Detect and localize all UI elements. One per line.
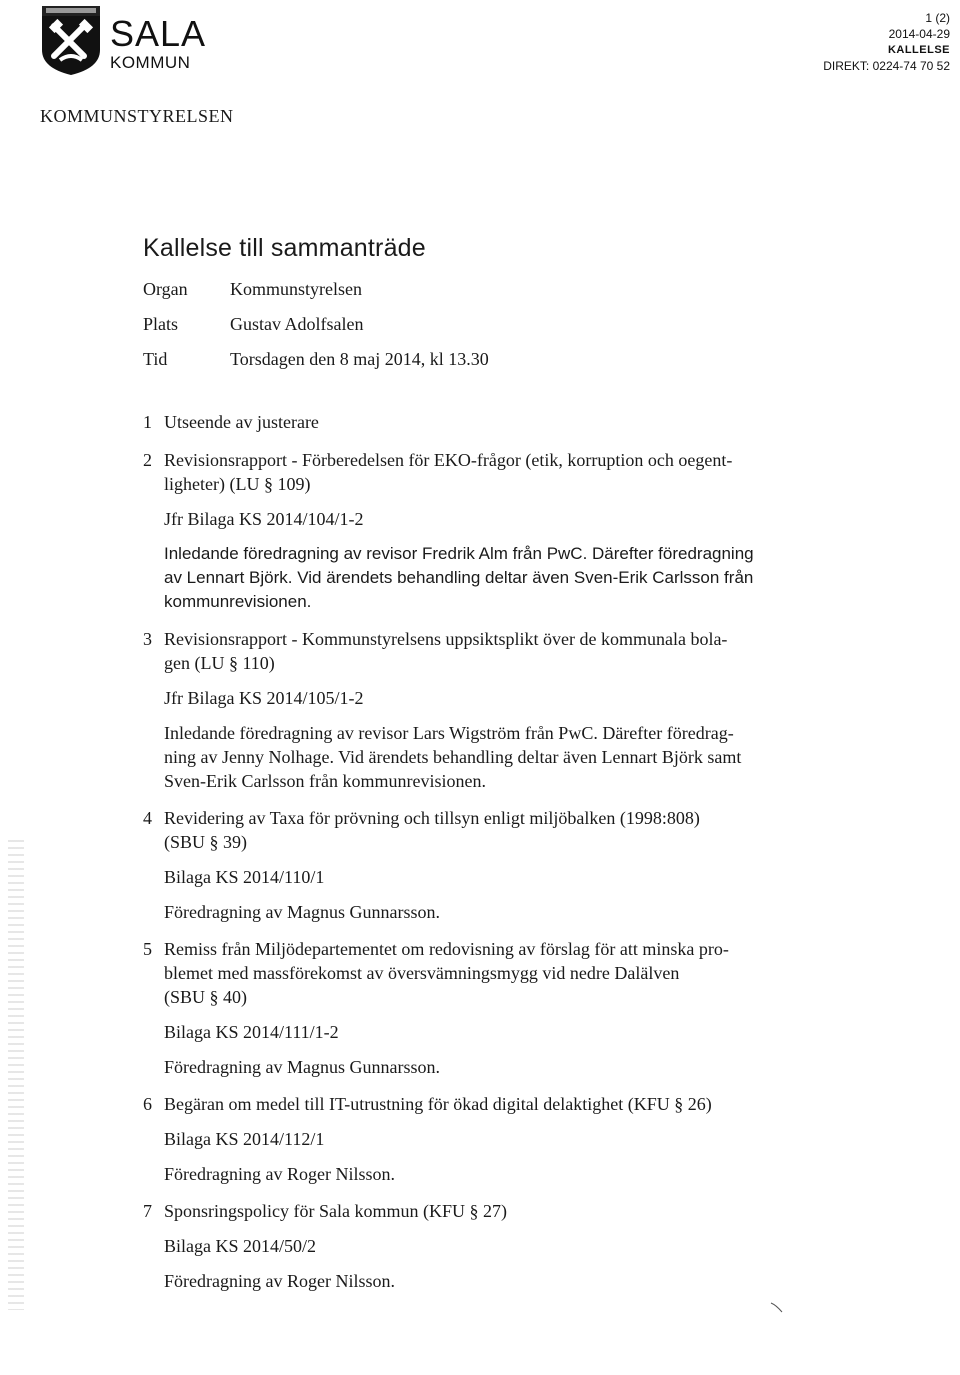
agenda-item-title	[164, 410, 843, 434]
agenda-item	[143, 806, 843, 924]
info-value: Kommunstyrelsen	[230, 279, 362, 299]
title-line: Revisionsrapport - Förberedelsen för EKO-frågor (etik, korruption och oegent-	[164, 450, 733, 470]
agenda-item-title	[164, 627, 843, 675]
attachment-ref: Jfr Bilaga KS 2014/105/1-2	[164, 688, 364, 708]
document-meta	[823, 10, 950, 74]
presentation-line: Inledande föredragning av revisor Fredrik Alm från PwC. Därefter föredragning	[164, 544, 754, 563]
presentation-line: ning av Jenny Nolhage. Vid ärendets behandling deltar även Lennart Björk samt	[164, 747, 742, 767]
page-title: Kallelse till sammanträde	[143, 234, 426, 262]
document-date: 2014-04-29	[888, 27, 950, 41]
presentation-line: Inledande föredragning av revisor Lars Wigström från PwC. Därefter föredrag-	[164, 723, 734, 743]
title-line: blemet med massförekomst av översvämningsmygg vid nedre Dalälven	[164, 963, 680, 983]
info-row-tid	[143, 342, 489, 377]
title-line: Utseende av justerare	[164, 412, 319, 432]
municipality-logo	[40, 6, 250, 78]
pen-mark-icon	[770, 1300, 784, 1314]
agenda-item-number: 3	[143, 629, 152, 649]
agenda-item	[143, 627, 843, 793]
logo-subtitle: KOMMUN	[110, 53, 191, 72]
agenda-item	[143, 410, 843, 434]
agenda-item-title	[164, 1199, 843, 1223]
info-value: Gustav Adolfsalen	[230, 314, 364, 334]
attachment-ref: Bilaga KS 2014/111/1-2	[164, 1022, 339, 1042]
agenda-item-title	[164, 937, 843, 1009]
agenda-item	[143, 448, 843, 614]
agenda-item-number: 2	[143, 450, 152, 470]
title-line: Revidering av Taxa för prövning och tillsyn enligt miljöbalken (1998:808)	[164, 808, 700, 828]
presentation-text: Föredragning av Roger Nilsson.	[164, 1164, 395, 1184]
agenda-item-number: 1	[143, 412, 152, 432]
scan-artifact	[8, 840, 24, 1310]
presentation-line: kommunrevisionen.	[164, 592, 312, 611]
presentation-text: Föredragning av Roger Nilsson.	[164, 1271, 395, 1291]
presentation-text	[164, 542, 843, 614]
info-label: Organ	[143, 279, 188, 299]
attachment-ref: Jfr Bilaga KS 2014/104/1-2	[164, 509, 364, 529]
logo-name: SALA	[110, 13, 207, 54]
agenda-item-number: 4	[143, 808, 152, 828]
presentation-text	[164, 721, 843, 793]
attachment-ref: Bilaga KS 2014/112/1	[164, 1129, 325, 1149]
attachment-ref: Bilaga KS 2014/110/1	[164, 867, 325, 887]
title-line: (SBU § 40)	[164, 987, 248, 1007]
title-line: Remiss från Miljödepartementet om redovisning av förslag för att minska pro-	[164, 939, 729, 959]
meeting-info	[143, 272, 489, 377]
agenda-item-number: 7	[143, 1201, 152, 1221]
info-row-plats	[143, 307, 489, 342]
presentation-text: Föredragning av Magnus Gunnarsson.	[164, 902, 440, 922]
coat-of-arms-icon	[40, 6, 102, 76]
presentation-line: av Lennart Björk. Vid ärendets behandling deltar även Sven-Erik Carlsson från	[164, 568, 754, 587]
title-line: ligheter) (LU § 109)	[164, 474, 311, 494]
agenda-list	[143, 410, 843, 1293]
document-type: KALLELSE	[887, 44, 950, 56]
info-label: Tid	[143, 349, 168, 369]
agenda-item-title	[164, 448, 843, 496]
presentation-text: Föredragning av Magnus Gunnarsson.	[164, 1057, 440, 1077]
agenda-item	[143, 937, 843, 1079]
department-name: KOMMUNSTYRELSEN	[40, 106, 234, 126]
title-line: gen (LU § 110)	[164, 653, 275, 673]
agenda-item-number: 5	[143, 939, 152, 959]
info-label: Plats	[143, 314, 179, 334]
attachment-ref: Bilaga KS 2014/50/2	[164, 1236, 316, 1256]
agenda-item-number: 6	[143, 1094, 152, 1114]
title-line: Revisionsrapport - Kommunstyrelsens uppsiktsplikt över de kommunala bola-	[164, 629, 728, 649]
title-line: Sponsringspolicy för Sala kommun (KFU § 27)	[164, 1201, 507, 1221]
direct-phone: DIREKT: 0224-74 70 52	[823, 59, 950, 73]
agenda-item	[143, 1092, 843, 1186]
agenda-item-title	[164, 1092, 843, 1116]
agenda-item-title	[164, 806, 843, 854]
title-line: (SBU § 39)	[164, 832, 248, 852]
page-number: 1 (2)	[925, 11, 950, 25]
title-line: Begäran om medel till IT-utrustning för ökad digital delaktighet (KFU § 26)	[164, 1094, 712, 1114]
agenda-item	[143, 1199, 843, 1293]
presentation-line: Sven-Erik Carlsson från kommunrevisionen.	[164, 771, 486, 791]
info-row-organ	[143, 272, 489, 307]
info-value: Torsdagen den 8 maj 2014, kl 13.30	[230, 349, 489, 369]
